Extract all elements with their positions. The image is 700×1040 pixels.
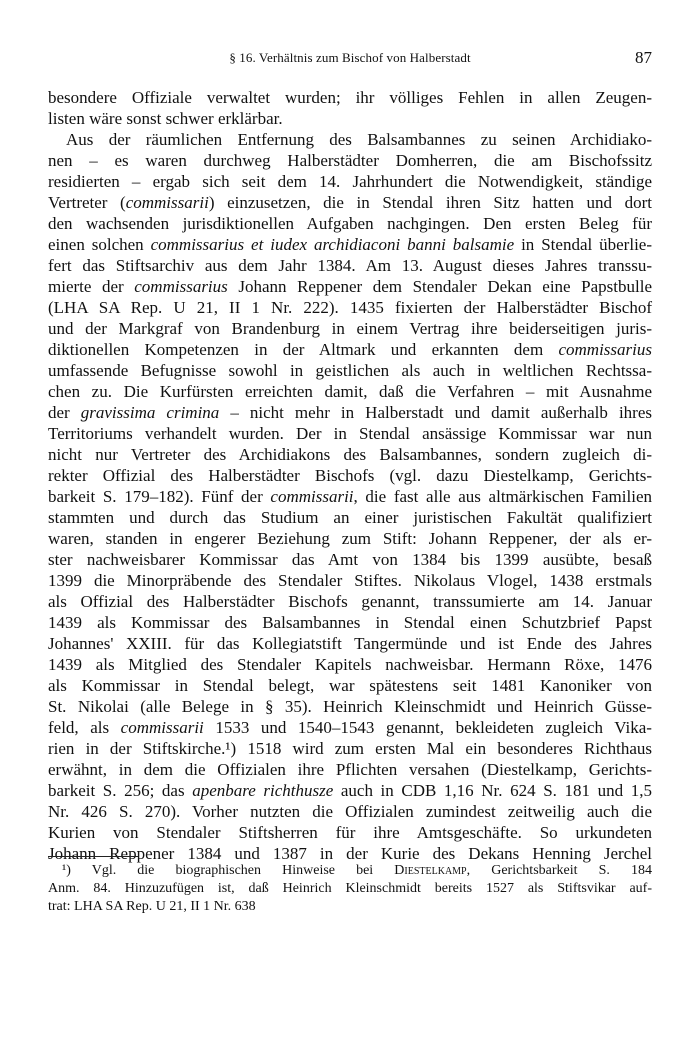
text-run: mierte der xyxy=(48,277,135,296)
text-line xyxy=(48,234,652,255)
text-line xyxy=(48,402,652,423)
text-run: 1533 und 1540–1543 genannt, bekleideten zugleich Vika- xyxy=(203,718,652,737)
text-run: , Gerichtsbarkeit S. 184 xyxy=(466,863,652,878)
text-line: residierten – ergab sich seit dem 14. Jahrhundert die Notwendigkeit, ständige xyxy=(48,172,652,191)
latin-term: commissarii xyxy=(125,193,209,212)
text-run: – nicht mehr in Halberstadt und damit außerhalb ihres xyxy=(219,403,652,422)
text-line: als Offizial des Halberstädter Bischofs genannt, transsumierte am 14. Januar xyxy=(48,592,652,611)
running-title: § 16. Verhältnis zum Bischof von Halberstadt xyxy=(229,50,471,65)
text-line xyxy=(48,738,652,759)
latin-term: apenbare richthusze xyxy=(192,781,334,800)
text-line xyxy=(48,339,652,360)
text-line: St. Nikolai (alle Belege in § 35). Heinrich Kleinschmidt und Heinrich Güsse- xyxy=(48,697,652,716)
footnote-line xyxy=(48,862,652,880)
running-head xyxy=(48,48,652,70)
text-run: der xyxy=(48,403,81,422)
text-line: den wachsenden jurisdiktionellen Aufgaben nachgingen. Den ersten Beleg für xyxy=(48,214,652,233)
text-run: Vertreter ( xyxy=(48,193,126,212)
author-name: Diestelkamp xyxy=(394,863,467,878)
footnote-marker: ¹ xyxy=(62,863,67,878)
latin-term: commissarii xyxy=(270,487,354,506)
text-run: barkeit S. 256; das xyxy=(48,781,193,800)
text-line: fert das Stiftsarchiv aus dem Jahr 1384. Am 13. August dieses Jahres transsu- xyxy=(48,256,652,275)
footnote-divider xyxy=(48,856,138,857)
paragraph-1 xyxy=(48,87,652,129)
text-line: waren, standen in engerer Beziehung zum Stift: Johann Reppener, der als er- xyxy=(48,529,652,548)
text-line: und der Markgraf von Brandenburg in einem Vertrag ihre beiderseitigen juris- xyxy=(48,319,652,338)
text-line xyxy=(48,717,652,738)
latin-term: commissarius xyxy=(558,340,652,359)
text-run: ) einzusetzen, die in Stendal ihren Sitz hatten und dort xyxy=(208,193,652,212)
text-line: rekter Offizial des Halberstädter Bischofs (vgl. dazu Diestelkamp, Gerichts- xyxy=(48,466,652,485)
text-line: Kurien von Stendaler Stiftsherren für ihre Amtsgeschäfte. So urkundeten xyxy=(48,823,652,842)
text-run: feld, als xyxy=(48,718,121,737)
text-line: Johannes' XXIII. für das Kollegiatstift Tangermünde und ist Ende des Jahres xyxy=(48,634,652,653)
text-line: erwähnt, in dem die Offizialen ihre Pflichten versahen (Diestelkamp, Gerichts- xyxy=(48,760,652,779)
latin-term: commissarius et iudex archidiaconi banni balsamie xyxy=(150,235,515,254)
text-line: listen wäre sonst schwer erklärbar. xyxy=(48,109,283,128)
text-line: als Kommissar in Stendal belegt, war spätestens seit 1481 Kanoniker von xyxy=(48,676,652,695)
body-text xyxy=(48,87,652,864)
text-line xyxy=(48,486,652,507)
text-line: stammten und durch das Studium an einer juristischen Fakultät qualifiziert xyxy=(48,508,652,527)
text-run: ) Vgl. die biographischen Hinweise bei xyxy=(66,863,395,878)
text-run: Johann Reppener dem Stendaler Dekan eine Papstbulle xyxy=(227,277,652,296)
text-line: Nr. 426 S. 270). Vorher nutzten die Offizialen zumindest zeitweilig auch die xyxy=(48,802,652,821)
footnotes xyxy=(48,862,652,916)
text-line: ster nachweisbarer Kommissar das Amt von 1384 bis 1399 ausübte, besaß xyxy=(48,550,652,569)
text-run: , die fast alle aus altmärkischen Familien xyxy=(353,487,652,506)
footnote-line: trat: LHA SA Rep. U 21, II 1 Nr. 638 xyxy=(48,899,256,914)
text-line: nicht nur Vertreter des Archidiakons des Balsambannes, sondern zugleich di- xyxy=(48,445,652,464)
text-line xyxy=(48,192,652,213)
text-run: ) 1518 wird zum ersten Mal ein besonderes Richthaus xyxy=(230,739,652,758)
text-line: Territoriums verhandelt wurden. Der in Stendal ansässige Kommissar war nun xyxy=(48,424,652,443)
latin-term: commissarius xyxy=(134,277,228,296)
latin-term: commissarii xyxy=(120,718,204,737)
text-line: Aus der räumlichen Entfernung des Balsambannes zu seinen Archidiako- xyxy=(66,130,652,149)
text-line: Johann Reppener 1384 und 1387 in der Kurie des Dekans Henning Jerchel xyxy=(48,844,652,863)
page-number: 87 xyxy=(635,48,652,67)
text-run: diktionellen Kompetenzen in der Altmark und erkannten dem xyxy=(48,340,559,359)
latin-term: gravissima crimina xyxy=(80,403,220,422)
text-run: barkeit S. 179–182). Fünf der xyxy=(48,487,271,506)
text-line: 1439 als Mitglied des Stendaler Kapitels nachweisbar. Hermann Röxe, 1476 xyxy=(48,655,652,674)
text-line: umfassende Befugnisse sowohl in geistlichen als auch in weltlichen Rechtssa- xyxy=(48,361,652,380)
text-run: auch in CDB 1,16 Nr. 624 S. 181 und 1,5 xyxy=(333,781,652,800)
text-line: (LHA SA Rep. U 21, II 1 Nr. 222). 1435 fixierten der Halberstädter Bischof xyxy=(48,298,652,317)
footnote-line: Anm. 84. Hinzuzufügen ist, daß Heinrich Kleinschmidt bereits 1527 als Stiftsvikar auf- xyxy=(48,881,652,896)
text-line: chen zu. Die Kurfürsten erreichten damit, daß die Verfahren – mit Ausnahme xyxy=(48,382,652,401)
text-run: rien in der Stiftskirche. xyxy=(48,739,226,758)
text-run: in Stendal überlie- xyxy=(514,235,652,254)
text-line xyxy=(48,780,652,801)
text-line: besondere Offiziale verwaltet wurden; ihr völliges Fehlen in allen Zeugen- xyxy=(48,88,652,107)
text-run: einen solchen xyxy=(48,235,151,254)
text-line: 1399 die Minorpräbende des Stendaler Stiftes. Nikolaus Vlogel, 1438 erstmals xyxy=(48,571,652,590)
text-line: nen – es waren durchweg Halberstädter Domherren, die am Bischofssitz xyxy=(48,151,652,170)
text-line xyxy=(48,276,652,297)
paragraph-2 xyxy=(48,129,652,864)
text-line: 1439 als Kommissar des Balsambannes in Stendal einen Schutzbrief Papst xyxy=(48,613,652,632)
footnote-marker: ¹ xyxy=(225,739,231,758)
